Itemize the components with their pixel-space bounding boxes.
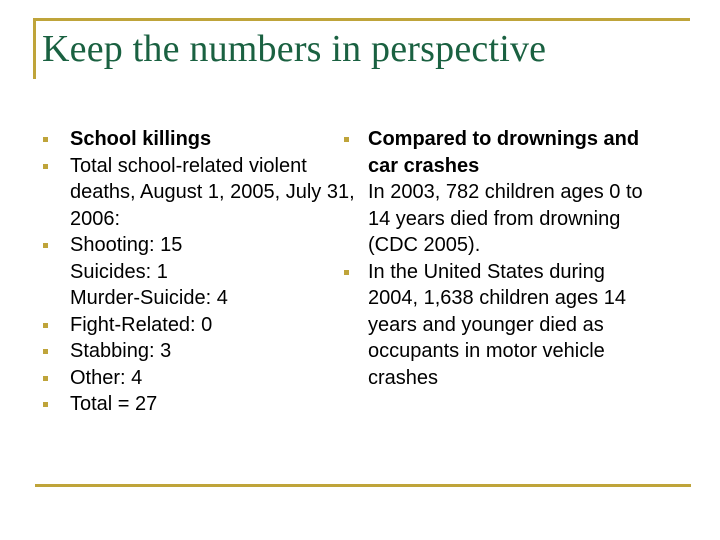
left-gold-rule xyxy=(33,18,36,79)
list-item: Murder-Suicide: 4 xyxy=(70,287,228,309)
list-item: In the United States during 2004, 1,638 children ages 14 years and younger died as occupants in motor vehicle crashes xyxy=(342,259,654,392)
list-item: Total school-related violent deaths, August 1, 2005, July 31, 2006: xyxy=(40,153,358,233)
right-content-column xyxy=(342,126,654,391)
list-item: Total = 27 xyxy=(40,391,358,418)
left-content-column xyxy=(40,126,361,418)
list-item: Stabbing: 3 xyxy=(40,338,358,365)
top-gold-rule xyxy=(33,18,690,21)
list-item: Other: 4 xyxy=(40,365,358,392)
list-item: Fight-Related: 0 xyxy=(40,312,358,339)
slide-title: Keep the numbers in perspective xyxy=(42,28,547,70)
list-item: School killings xyxy=(40,126,358,153)
list-item: In 2003, 782 children ages 0 to 14 years died from drowning (CDC 2005). xyxy=(368,181,649,256)
list-item: Suicides: 1 xyxy=(70,260,168,283)
list-item: Compared to drownings and car crashes xyxy=(342,126,654,179)
list-item: Shooting: 15 xyxy=(40,232,358,259)
bottom-gold-rule xyxy=(35,484,691,487)
